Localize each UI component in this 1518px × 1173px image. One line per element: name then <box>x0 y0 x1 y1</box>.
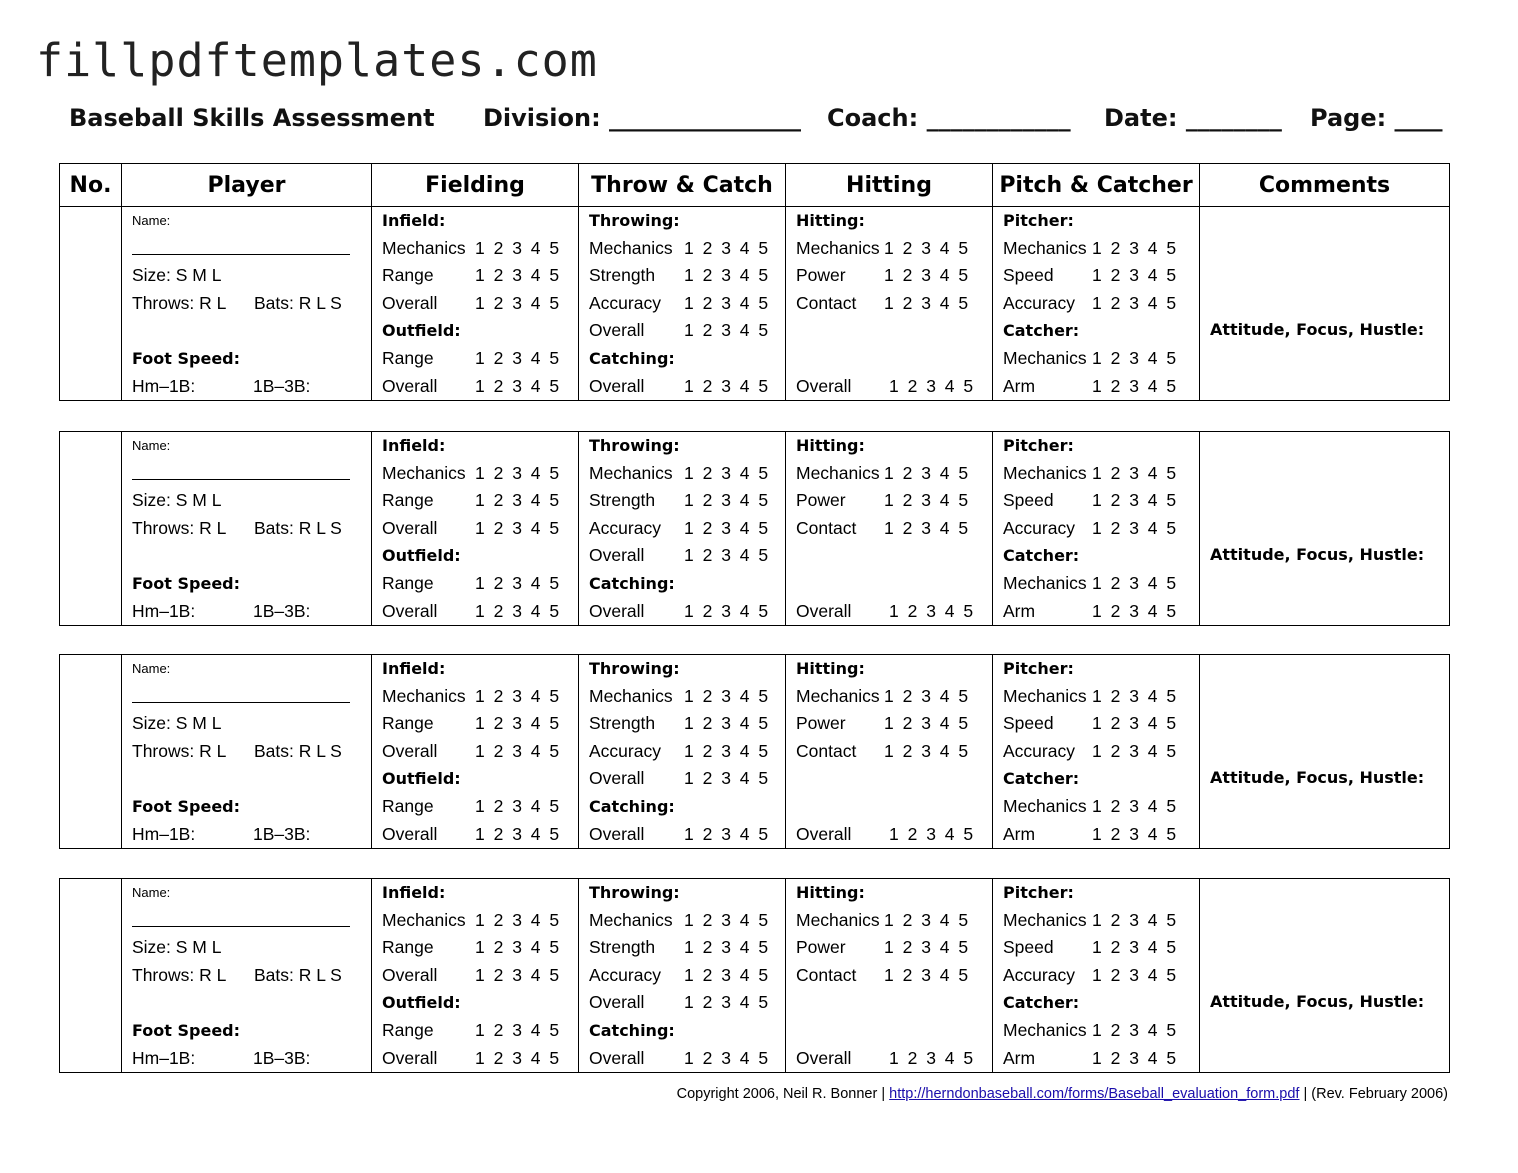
rating-label: Accuracy <box>589 292 661 313</box>
outfield-label: Outfield: <box>382 993 461 1013</box>
pitch-catcher-cell <box>993 655 1200 849</box>
bats-options[interactable]: Bats: R L S <box>254 964 342 985</box>
rating-scale[interactable]: 1 2 3 4 5 <box>1092 909 1177 930</box>
rating-scale[interactable]: 1 2 3 4 5 <box>475 265 560 286</box>
rating-scale[interactable]: 1 2 3 4 5 <box>889 600 974 621</box>
rating-scale[interactable]: 1 2 3 4 5 <box>475 237 560 258</box>
rating-scale[interactable]: 1 2 3 4 5 <box>684 545 769 566</box>
throw-catch-cell <box>579 432 786 626</box>
rating-scale[interactable]: 1 2 3 4 5 <box>884 490 969 511</box>
rating-scale[interactable]: 1 2 3 4 5 <box>884 964 969 985</box>
rating-label: Overall <box>382 600 438 621</box>
rating-scale[interactable]: 1 2 3 4 5 <box>684 490 769 511</box>
throw-catch-cell <box>579 655 786 849</box>
rating-label: Speed <box>1003 713 1054 734</box>
rating-label: Contact <box>796 740 857 761</box>
col-no: No. <box>60 164 122 207</box>
rating-label: Mechanics <box>796 462 880 483</box>
rating-scale[interactable]: 1 2 3 4 5 <box>1092 1019 1177 1040</box>
rating-label: Strength <box>589 713 656 734</box>
player-cell <box>122 432 372 626</box>
page-field[interactable]: Page: ____ <box>1310 104 1443 132</box>
rating-scale[interactable]: 1 2 3 4 5 <box>884 462 969 483</box>
rating-scale[interactable]: 1 2 3 4 5 <box>684 713 769 734</box>
infield-label: Infield: <box>382 436 446 455</box>
rating-scale[interactable]: 1 2 3 4 5 <box>1092 292 1177 313</box>
rating-scale[interactable]: 1 2 3 4 5 <box>1092 462 1177 483</box>
bats-options[interactable]: Bats: R L S <box>254 292 342 313</box>
col-hitting: Hitting <box>786 164 993 207</box>
rating-scale[interactable]: 1 2 3 4 5 <box>475 1047 560 1068</box>
player-row <box>60 432 1450 626</box>
catcher-label: Catcher: <box>1003 546 1080 566</box>
rating-scale[interactable]: 1 2 3 4 5 <box>1092 375 1177 396</box>
rating-label: Overall <box>382 964 438 985</box>
rating-label: Overall <box>796 1047 852 1068</box>
rating-scale[interactable]: 1 2 3 4 5 <box>1092 685 1177 706</box>
rating-scale[interactable]: 1 2 3 4 5 <box>1092 347 1177 368</box>
rating-scale[interactable]: 1 2 3 4 5 <box>684 320 769 341</box>
1b-3b-label: 1B–3B: <box>253 823 311 844</box>
rating-label: Mechanics <box>382 237 466 258</box>
pitch-catcher-cell <box>993 207 1200 401</box>
1b-3b-label: 1B–3B: <box>253 1047 311 1068</box>
rating-label: Contact <box>796 964 857 985</box>
infield-label: Infield: <box>382 883 446 902</box>
infield-label: Infield: <box>382 659 446 678</box>
comments-label: Attitude, Focus, Hustle: <box>1210 545 1425 564</box>
foot-speed-label: Foot Speed: <box>132 1020 241 1040</box>
catching-label: Catching: <box>589 796 675 816</box>
throw-catch-cell <box>579 879 786 1073</box>
rating-scale[interactable]: 1 2 3 4 5 <box>475 937 560 958</box>
hm-1b-label: Hm–1B: <box>132 600 196 621</box>
rating-label: Accuracy <box>589 517 661 538</box>
rating-scale[interactable]: 1 2 3 4 5 <box>475 964 560 985</box>
player-block <box>59 431 1450 626</box>
rating-scale[interactable]: 1 2 3 4 5 <box>475 347 560 368</box>
rating-label: Accuracy <box>1003 292 1075 313</box>
rating-scale[interactable]: 1 2 3 4 5 <box>1092 937 1177 958</box>
rating-label: Accuracy <box>589 740 661 761</box>
rating-label: Overall <box>589 375 645 396</box>
rating-label: Overall <box>589 545 645 566</box>
rating-scale[interactable]: 1 2 3 4 5 <box>475 462 560 483</box>
rating-label: Overall <box>589 600 645 621</box>
outfield-label: Outfield: <box>382 321 461 341</box>
player-block <box>59 654 1450 849</box>
hitting-label: Hitting: <box>796 883 865 902</box>
rating-scale[interactable]: 1 2 3 4 5 <box>684 685 769 706</box>
catcher-label: Catcher: <box>1003 321 1080 341</box>
rating-scale[interactable]: 1 2 3 4 5 <box>475 1019 560 1040</box>
rating-label: Speed <box>1003 490 1054 511</box>
rating-scale[interactable]: 1 2 3 4 5 <box>1092 237 1177 258</box>
rating-label: Overall <box>796 823 852 844</box>
rating-label: Overall <box>589 320 645 341</box>
name-field[interactable] <box>132 907 350 927</box>
rating-label: Arm <box>1003 600 1036 621</box>
rating-label: Overall <box>382 292 438 313</box>
player-cell <box>122 207 372 401</box>
hm-1b-label: Hm–1B: <box>132 823 196 844</box>
col-pitch-catcher: Pitch & Catcher <box>993 164 1200 207</box>
rating-scale[interactable]: 1 2 3 4 5 <box>884 517 969 538</box>
fielding-cell <box>372 655 579 849</box>
rating-scale[interactable]: 1 2 3 4 5 <box>475 572 560 593</box>
revision-text: | (Rev. February 2006) <box>1303 1086 1448 1102</box>
col-player: Player <box>122 164 372 207</box>
rating-label: Mechanics <box>1003 685 1087 706</box>
rating-label: Mechanics <box>382 685 466 706</box>
rating-label: Power <box>796 937 846 958</box>
rating-label: Mechanics <box>796 909 880 930</box>
rating-scale[interactable]: 1 2 3 4 5 <box>684 937 769 958</box>
rating-label: Overall <box>382 823 438 844</box>
rating-label: Accuracy <box>1003 517 1075 538</box>
rating-label: Mechanics <box>382 909 466 930</box>
rating-label: Range <box>382 490 434 511</box>
rating-scale[interactable]: 1 2 3 4 5 <box>684 517 769 538</box>
rating-label: Strength <box>589 490 656 511</box>
col-comments: Comments <box>1200 164 1450 207</box>
foot-speed-label: Foot Speed: <box>132 573 241 593</box>
rating-label: Overall <box>796 375 852 396</box>
rating-label: Range <box>382 937 434 958</box>
comments-cell[interactable] <box>1200 655 1450 849</box>
size-options[interactable]: Size: S M L <box>132 265 222 286</box>
rating-scale[interactable]: 1 2 3 4 5 <box>1092 490 1177 511</box>
rating-scale[interactable]: 1 2 3 4 5 <box>889 375 974 396</box>
rating-scale[interactable]: 1 2 3 4 5 <box>1092 265 1177 286</box>
rating-label: Strength <box>589 937 656 958</box>
copyright-text: Copyright 2006, Neil R. Bonner | <box>676 1086 886 1102</box>
player-number-cell[interactable] <box>60 432 122 626</box>
rating-label: Overall <box>589 1047 645 1068</box>
rating-scale[interactable]: 1 2 3 4 5 <box>1092 795 1177 816</box>
rating-label: Arm <box>1003 375 1036 396</box>
size-options[interactable]: Size: S M L <box>132 713 222 734</box>
rating-scale[interactable]: 1 2 3 4 5 <box>889 823 974 844</box>
name-field[interactable] <box>132 683 350 703</box>
catcher-label: Catcher: <box>1003 769 1080 789</box>
size-options[interactable]: Size: S M L <box>132 937 222 958</box>
rating-scale[interactable]: 1 2 3 4 5 <box>475 517 560 538</box>
rating-label: Mechanics <box>589 462 673 483</box>
rating-scale[interactable]: 1 2 3 4 5 <box>475 823 560 844</box>
rating-scale[interactable]: 1 2 3 4 5 <box>884 909 969 930</box>
rating-scale[interactable]: 1 2 3 4 5 <box>884 292 969 313</box>
name-label: Name: <box>132 885 171 900</box>
rating-label: Overall <box>589 823 645 844</box>
catching-label: Catching: <box>589 348 675 368</box>
rating-scale[interactable]: 1 2 3 4 5 <box>475 375 560 396</box>
name-label: Name: <box>132 213 171 228</box>
rating-scale[interactable]: 1 2 3 4 5 <box>684 1047 769 1068</box>
rating-scale[interactable]: 1 2 3 4 5 <box>684 462 769 483</box>
rating-label: Mechanics <box>1003 909 1087 930</box>
rating-label: Arm <box>1003 823 1036 844</box>
rating-scale[interactable]: 1 2 3 4 5 <box>684 237 769 258</box>
throws-options[interactable]: Throws: R L <box>132 740 227 761</box>
name-field[interactable] <box>132 460 350 480</box>
rating-label: Power <box>796 713 846 734</box>
rating-scale[interactable]: 1 2 3 4 5 <box>684 992 769 1013</box>
name-label: Name: <box>132 438 171 453</box>
name-label: Name: <box>132 661 171 676</box>
rating-scale[interactable]: 1 2 3 4 5 <box>475 795 560 816</box>
rating-label: Mechanics <box>1003 347 1087 368</box>
size-options[interactable]: Size: S M L <box>132 490 222 511</box>
rating-scale[interactable]: 1 2 3 4 5 <box>1092 572 1177 593</box>
throwing-label: Throwing: <box>589 436 680 455</box>
catching-label: Catching: <box>589 573 675 593</box>
rating-label: Accuracy <box>1003 964 1075 985</box>
rating-label: Overall <box>382 1047 438 1068</box>
rating-scale[interactable]: 1 2 3 4 5 <box>684 292 769 313</box>
rating-label: Range <box>382 1019 434 1040</box>
rating-label: Mechanics <box>1003 1019 1087 1040</box>
rating-label: Overall <box>382 517 438 538</box>
player-number-cell[interactable] <box>60 655 122 849</box>
fielding-cell <box>372 207 579 401</box>
foot-speed-label: Foot Speed: <box>132 348 241 368</box>
hitting-cell <box>786 655 993 849</box>
hitting-cell <box>786 879 993 1073</box>
pitch-catcher-cell <box>993 879 1200 1073</box>
rating-scale[interactable]: 1 2 3 4 5 <box>475 713 560 734</box>
rating-scale[interactable]: 1 2 3 4 5 <box>889 1047 974 1068</box>
coach-field[interactable]: Coach: ____________ <box>827 104 1071 132</box>
rating-scale[interactable]: 1 2 3 4 5 <box>1092 600 1177 621</box>
hitting-cell <box>786 207 993 401</box>
fielding-cell <box>372 432 579 626</box>
player-cell <box>122 879 372 1073</box>
pitch-catcher-cell <box>993 432 1200 626</box>
rating-label: Power <box>796 265 846 286</box>
throws-options[interactable]: Throws: R L <box>132 517 227 538</box>
rating-label: Accuracy <box>1003 740 1075 761</box>
name-field[interactable] <box>132 235 350 255</box>
outfield-label: Outfield: <box>382 769 461 789</box>
rating-scale[interactable]: 1 2 3 4 5 <box>684 964 769 985</box>
pitcher-label: Pitcher: <box>1003 436 1074 455</box>
rating-scale[interactable]: 1 2 3 4 5 <box>684 375 769 396</box>
rating-scale[interactable]: 1 2 3 4 5 <box>684 265 769 286</box>
hitting-label: Hitting: <box>796 659 865 678</box>
pitcher-label: Pitcher: <box>1003 883 1074 902</box>
rating-scale[interactable]: 1 2 3 4 5 <box>684 768 769 789</box>
catching-label: Catching: <box>589 1020 675 1040</box>
rating-scale[interactable]: 1 2 3 4 5 <box>684 740 769 761</box>
rating-label: Overall <box>796 600 852 621</box>
outfield-label: Outfield: <box>382 546 461 566</box>
rating-label: Mechanics <box>589 909 673 930</box>
rating-scale[interactable]: 1 2 3 4 5 <box>475 600 560 621</box>
footer <box>677 1086 1448 1102</box>
rating-label: Mechanics <box>1003 462 1087 483</box>
player-number-cell[interactable] <box>60 879 122 1073</box>
rating-label: Mechanics <box>589 685 673 706</box>
rating-scale[interactable]: 1 2 3 4 5 <box>1092 713 1177 734</box>
rating-scale[interactable]: 1 2 3 4 5 <box>884 937 969 958</box>
bats-options[interactable]: Bats: R L S <box>254 517 342 538</box>
player-row <box>60 879 1450 1073</box>
rating-scale[interactable]: 1 2 3 4 5 <box>684 600 769 621</box>
comments-cell[interactable] <box>1200 207 1450 401</box>
hm-1b-label: Hm–1B: <box>132 375 196 396</box>
rating-scale[interactable]: 1 2 3 4 5 <box>884 237 969 258</box>
rating-scale[interactable]: 1 2 3 4 5 <box>475 685 560 706</box>
rating-label: Overall <box>382 375 438 396</box>
rating-label: Mechanics <box>1003 237 1087 258</box>
form-link[interactable]: http://herndonbaseball.com/forms/Baseball_evaluation_form.pdf <box>889 1086 1300 1102</box>
rating-label: Range <box>382 265 434 286</box>
infield-label: Infield: <box>382 211 446 230</box>
player-block <box>59 878 1450 1073</box>
rating-label: Mechanics <box>1003 572 1087 593</box>
throwing-label: Throwing: <box>589 659 680 678</box>
throws-options[interactable]: Throws: R L <box>132 292 227 313</box>
throwing-label: Throwing: <box>589 883 680 902</box>
rating-label: Mechanics <box>589 237 673 258</box>
comments-cell[interactable] <box>1200 879 1450 1073</box>
throw-catch-cell <box>579 207 786 401</box>
rating-scale[interactable]: 1 2 3 4 5 <box>1092 517 1177 538</box>
rating-label: Contact <box>796 292 857 313</box>
rating-label: Range <box>382 572 434 593</box>
col-fielding: Fielding <box>372 164 579 207</box>
rating-scale[interactable]: 1 2 3 4 5 <box>1092 964 1177 985</box>
rating-scale[interactable]: 1 2 3 4 5 <box>1092 1047 1177 1068</box>
rating-scale[interactable]: 1 2 3 4 5 <box>884 685 969 706</box>
rating-label: Mechanics <box>796 237 880 258</box>
pitcher-label: Pitcher: <box>1003 659 1074 678</box>
form-header <box>0 104 1518 136</box>
rating-label: Strength <box>589 265 656 286</box>
rating-label: Range <box>382 795 434 816</box>
comments-label: Attitude, Focus, Hustle: <box>1210 768 1425 787</box>
division-field[interactable]: Division: ________________ <box>483 104 802 132</box>
hitting-label: Hitting: <box>796 211 865 230</box>
rating-scale[interactable]: 1 2 3 4 5 <box>884 740 969 761</box>
catcher-label: Catcher: <box>1003 993 1080 1013</box>
watermark: fillpdftemplates.com <box>36 34 598 87</box>
rating-scale[interactable]: 1 2 3 4 5 <box>475 909 560 930</box>
fielding-cell <box>372 879 579 1073</box>
rating-label: Speed <box>1003 937 1054 958</box>
rating-scale[interactable]: 1 2 3 4 5 <box>475 740 560 761</box>
player-block <box>59 163 1450 401</box>
rating-label: Mechanics <box>1003 795 1087 816</box>
rating-label: Contact <box>796 517 857 538</box>
rating-label: Power <box>796 490 846 511</box>
hitting-cell <box>786 432 993 626</box>
rating-scale[interactable]: 1 2 3 4 5 <box>684 909 769 930</box>
rating-label: Arm <box>1003 1047 1036 1068</box>
comments-label: Attitude, Focus, Hustle: <box>1210 992 1425 1011</box>
rating-scale[interactable]: 1 2 3 4 5 <box>475 490 560 511</box>
rating-scale[interactable]: 1 2 3 4 5 <box>884 713 969 734</box>
hitting-label: Hitting: <box>796 436 865 455</box>
rating-scale[interactable]: 1 2 3 4 5 <box>684 823 769 844</box>
rating-label: Range <box>382 713 434 734</box>
rating-scale[interactable]: 1 2 3 4 5 <box>884 265 969 286</box>
foot-speed-label: Foot Speed: <box>132 796 241 816</box>
pitcher-label: Pitcher: <box>1003 211 1074 230</box>
bats-options[interactable]: Bats: R L S <box>254 740 342 761</box>
rating-scale[interactable]: 1 2 3 4 5 <box>1092 823 1177 844</box>
comments-cell[interactable] <box>1200 432 1450 626</box>
date-field[interactable]: Date: ________ <box>1104 104 1282 132</box>
rating-label: Mechanics <box>796 685 880 706</box>
rating-label: Overall <box>589 768 645 789</box>
player-cell <box>122 655 372 849</box>
player-row <box>60 207 1450 401</box>
rating-label: Accuracy <box>589 964 661 985</box>
hm-1b-label: Hm–1B: <box>132 1047 196 1068</box>
rating-label: Overall <box>382 740 438 761</box>
rating-label: Range <box>382 347 434 368</box>
rating-label: Mechanics <box>382 462 466 483</box>
1b-3b-label: 1B–3B: <box>253 375 311 396</box>
form-title: Baseball Skills Assessment <box>69 104 435 132</box>
rating-scale[interactable]: 1 2 3 4 5 <box>1092 740 1177 761</box>
throws-options[interactable]: Throws: R L <box>132 964 227 985</box>
1b-3b-label: 1B–3B: <box>253 600 311 621</box>
throwing-label: Throwing: <box>589 211 680 230</box>
rating-label: Speed <box>1003 265 1054 286</box>
rating-label: Overall <box>589 992 645 1013</box>
column-headers <box>60 164 1450 207</box>
rating-scale[interactable]: 1 2 3 4 5 <box>475 292 560 313</box>
player-number-cell[interactable] <box>60 207 122 401</box>
comments-label: Attitude, Focus, Hustle: <box>1210 320 1425 339</box>
player-row <box>60 655 1450 849</box>
col-throw-catch: Throw & Catch <box>579 164 786 207</box>
